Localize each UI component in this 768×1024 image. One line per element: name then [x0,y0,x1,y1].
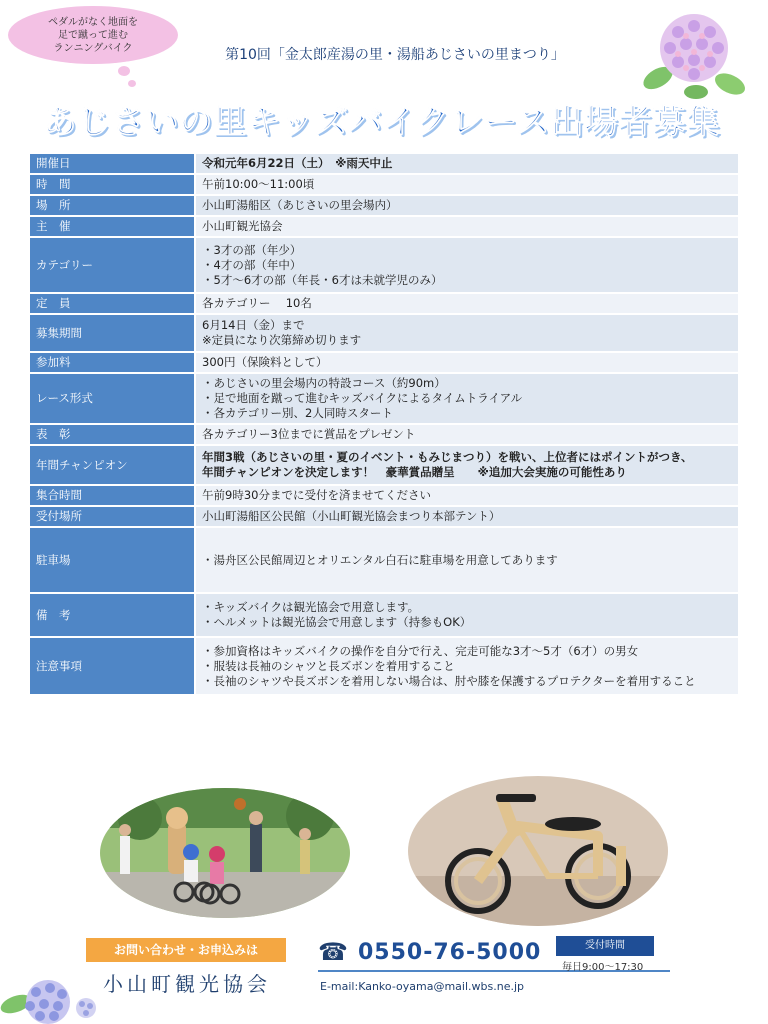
row-value [195,153,739,174]
row-value-line: ・足で地面を蹴って進むキッズバイクによるタイムトライアル [202,391,523,405]
bubble-tail-dot [118,66,130,76]
row-value [195,373,739,424]
row-value [195,195,739,216]
row-label: 駐車場 [29,527,195,593]
table-row [29,195,739,216]
row-value-line: 6月14日（金）まで [202,318,305,332]
row-value-line: 各カテゴリー3位までに賞品をプレゼント [202,427,416,441]
row-value [195,637,739,695]
row-label: 募集期間 [29,314,195,352]
row-value-line: ・ヘルメットは観光協会で用意します（持参もOK） [202,615,472,629]
row-value-line: ・各カテゴリー別、2人同時スタート [202,406,393,420]
row-label: 開催日 [29,153,195,174]
phone-icon: ☎ [318,938,348,966]
row-label: カテゴリー [29,237,195,293]
hydrangea-illustration [638,8,750,100]
table-row [29,216,739,237]
table-row [29,527,739,593]
row-label: 集合時間 [29,485,195,506]
table-row [29,314,739,352]
row-value-line: 小山町湯船区公民館（小山町観光協会まつり本部テント） [202,509,501,523]
table-row [29,293,739,314]
page-title: あじさいの里キッズバイクレース出場者募集 [43,102,721,141]
row-value [195,174,739,195]
row-value-line: 小山町観光協会 [202,219,283,233]
row-label: 注意事項 [29,637,195,695]
balance-bike-photo [408,776,668,926]
row-value-line: 令和元年6月22日（土） ※雨天中止 [202,156,393,170]
row-value [195,445,739,485]
row-value-line: ・3才の部（年少） [202,242,302,257]
table-row [29,424,739,445]
info-table [28,152,740,696]
email-link[interactable]: E-mail:Kanko-oyama@mail.wbs.ne.jp [320,980,524,993]
row-value [195,527,739,593]
row-value-line: ・湯舟区公民館周辺とオリエンタル白石に駐車場を用意してあります [202,552,558,567]
table-row [29,373,739,424]
row-value-line: 小山町湯船区（あじさいの里会場内） [202,198,398,212]
row-label: レース形式 [29,373,195,424]
table-row [29,637,739,695]
table-row [29,506,739,527]
row-value-line: 300円（保険料として） [202,355,328,369]
row-value-line: ・参加資格はキッズバイクの操作を自分で行え、完走可能な3才～5才（6才）の男女 [202,643,639,658]
row-value-line: ・5才～6才の部（年長・6才は未就学児のみ） [202,272,443,287]
row-value-line: 午前10:00～11:00頃 [202,177,315,191]
row-value-line: 年間3戦（あじさいの里・夏のイベント・もみじまつり）を戦い、上位者にはポイントがつき、 [202,450,693,464]
kids-race-photo [100,788,350,918]
hours-badge: 受付時間 [556,936,654,956]
row-value [195,293,739,314]
row-value-line: 年間チャンピオンを決定します！ 豪華賞品贈呈 ※追加大会実施の可能性あり [202,465,627,479]
organization-name: 小山町観光協会 [103,972,271,996]
row-value-line: ・長袖のシャツや長ズボンを着用しない場合は、肘や膝を保護するプロテクターを着用すること [202,673,696,688]
phone-number[interactable]: 0550-76-5000 [358,940,542,965]
bubble-tail-dot [128,80,136,87]
row-value [195,216,739,237]
table-row [29,445,739,485]
row-label: 主 催 [29,216,195,237]
row-value [195,506,739,527]
row-label: 年間チャンピオン [29,445,195,485]
row-value-line: ・あじさいの里会場内の特設コース（約90m） [202,376,446,390]
table-row [29,485,739,506]
row-value-line: ・4才の部（年中） [202,257,302,272]
row-value [195,424,739,445]
business-hours: 毎日9:00～17:30 [562,962,644,973]
row-value [195,237,739,293]
row-label: 受付場所 [29,506,195,527]
row-value-line: ・服装は長袖のシャツと長ズボンを着用すること [202,658,455,673]
row-label: 参加料 [29,352,195,373]
table-row [29,153,739,174]
table-row [29,352,739,373]
row-value [195,352,739,373]
row-value-line: ・キッズバイクは観光協会で用意します。 [202,600,420,614]
row-label: 時 間 [29,174,195,195]
table-row [29,174,739,195]
row-label: 場 所 [29,195,195,216]
row-value [195,485,739,506]
table-row [29,593,739,637]
event-subtitle: 第10回「金太郎産湯の里・湯船あじさいの里まつり」 [225,47,565,63]
row-value-line: 各カテゴリー 10名 [202,296,312,310]
bubble-line: ペダルがなく地面を [48,16,138,28]
row-value [195,314,739,352]
contact-label: お問い合わせ・お申込みは [86,938,286,962]
row-label: 定 員 [29,293,195,314]
row-value [195,593,739,637]
speech-bubble [8,6,178,64]
row-label: 表 彰 [29,424,195,445]
hydrangea-decoration [0,968,110,1024]
table-row [29,237,739,293]
row-value-line: ※定員になり次第締め切ります [202,333,362,347]
row-label: 備 考 [29,593,195,637]
bubble-line: 足で蹴って進む [58,29,128,41]
bubble-line: ランニングバイク [53,42,133,54]
row-value-line: 午前9時30分までに受付を済ませてください [202,488,431,502]
